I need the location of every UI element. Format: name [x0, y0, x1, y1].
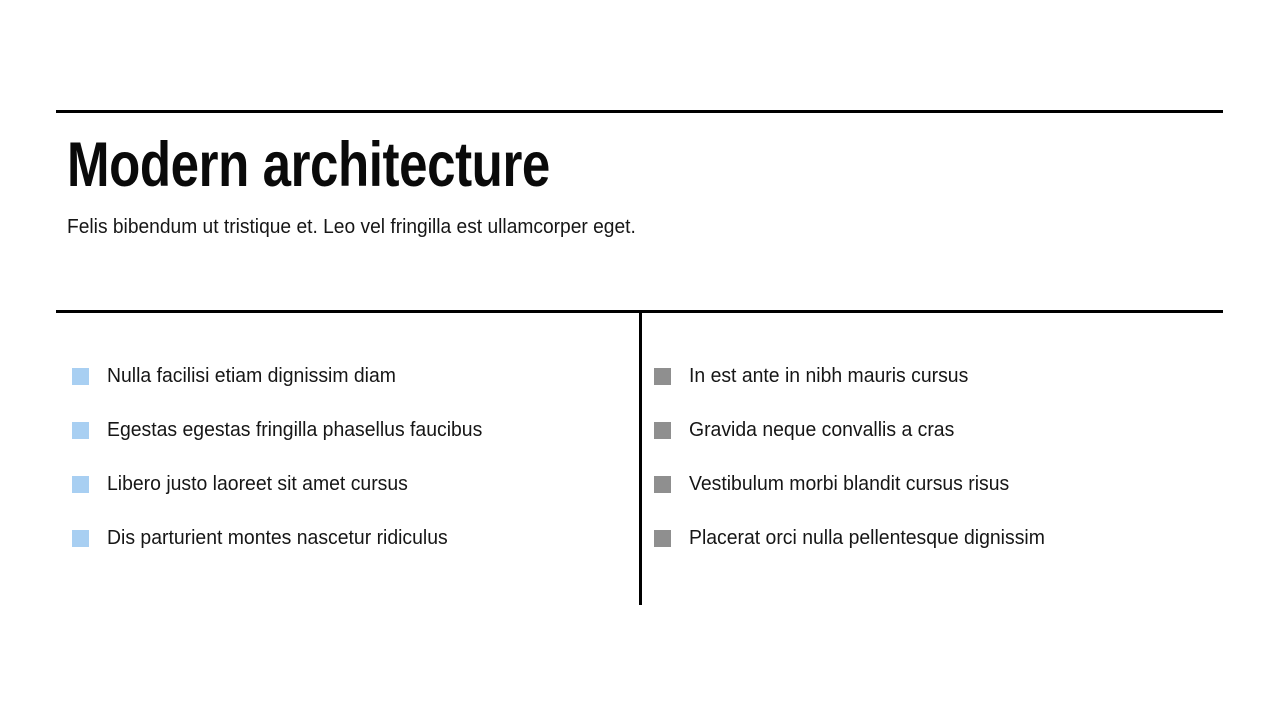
square-bullet-icon — [654, 476, 671, 493]
square-bullet-icon — [654, 530, 671, 547]
slide-subtitle: Felis bibendum ut tristique et. Leo vel fringilla est ullamcorper eget. — [67, 216, 636, 238]
list-item-text: Dis parturient montes nascetur ridiculus — [107, 527, 448, 549]
list-item — [654, 511, 1194, 565]
list-item-text: Vestibulum morbi blandit cursus risus — [689, 473, 1010, 495]
top-divider — [56, 110, 1223, 113]
list-item — [72, 457, 612, 511]
list-item-text: Libero justo laoreet sit amet cursus — [107, 473, 408, 495]
square-bullet-icon — [72, 530, 89, 547]
list-item-text: Gravida neque convallis a cras — [689, 419, 955, 441]
square-bullet-icon — [654, 368, 671, 385]
list-item — [72, 403, 612, 457]
list-item — [654, 403, 1194, 457]
list-item — [654, 457, 1194, 511]
left-bullet-list — [72, 349, 612, 565]
square-bullet-icon — [72, 422, 89, 439]
list-item-text: In est ante in nibh mauris cursus — [689, 365, 969, 387]
slide-title: Modern architecture — [67, 130, 550, 200]
list-item — [72, 511, 612, 565]
square-bullet-icon — [72, 476, 89, 493]
list-item — [654, 349, 1194, 403]
list-item-text: Egestas egestas fringilla phasellus faucibus — [107, 419, 483, 441]
list-item-text: Placerat orci nulla pellentesque dignissim — [689, 527, 1045, 549]
column-divider — [639, 313, 642, 605]
square-bullet-icon — [72, 368, 89, 385]
list-item — [72, 349, 612, 403]
square-bullet-icon — [654, 422, 671, 439]
list-item-text: Nulla facilisi etiam dignissim diam — [107, 365, 396, 387]
right-bullet-list — [654, 349, 1194, 565]
